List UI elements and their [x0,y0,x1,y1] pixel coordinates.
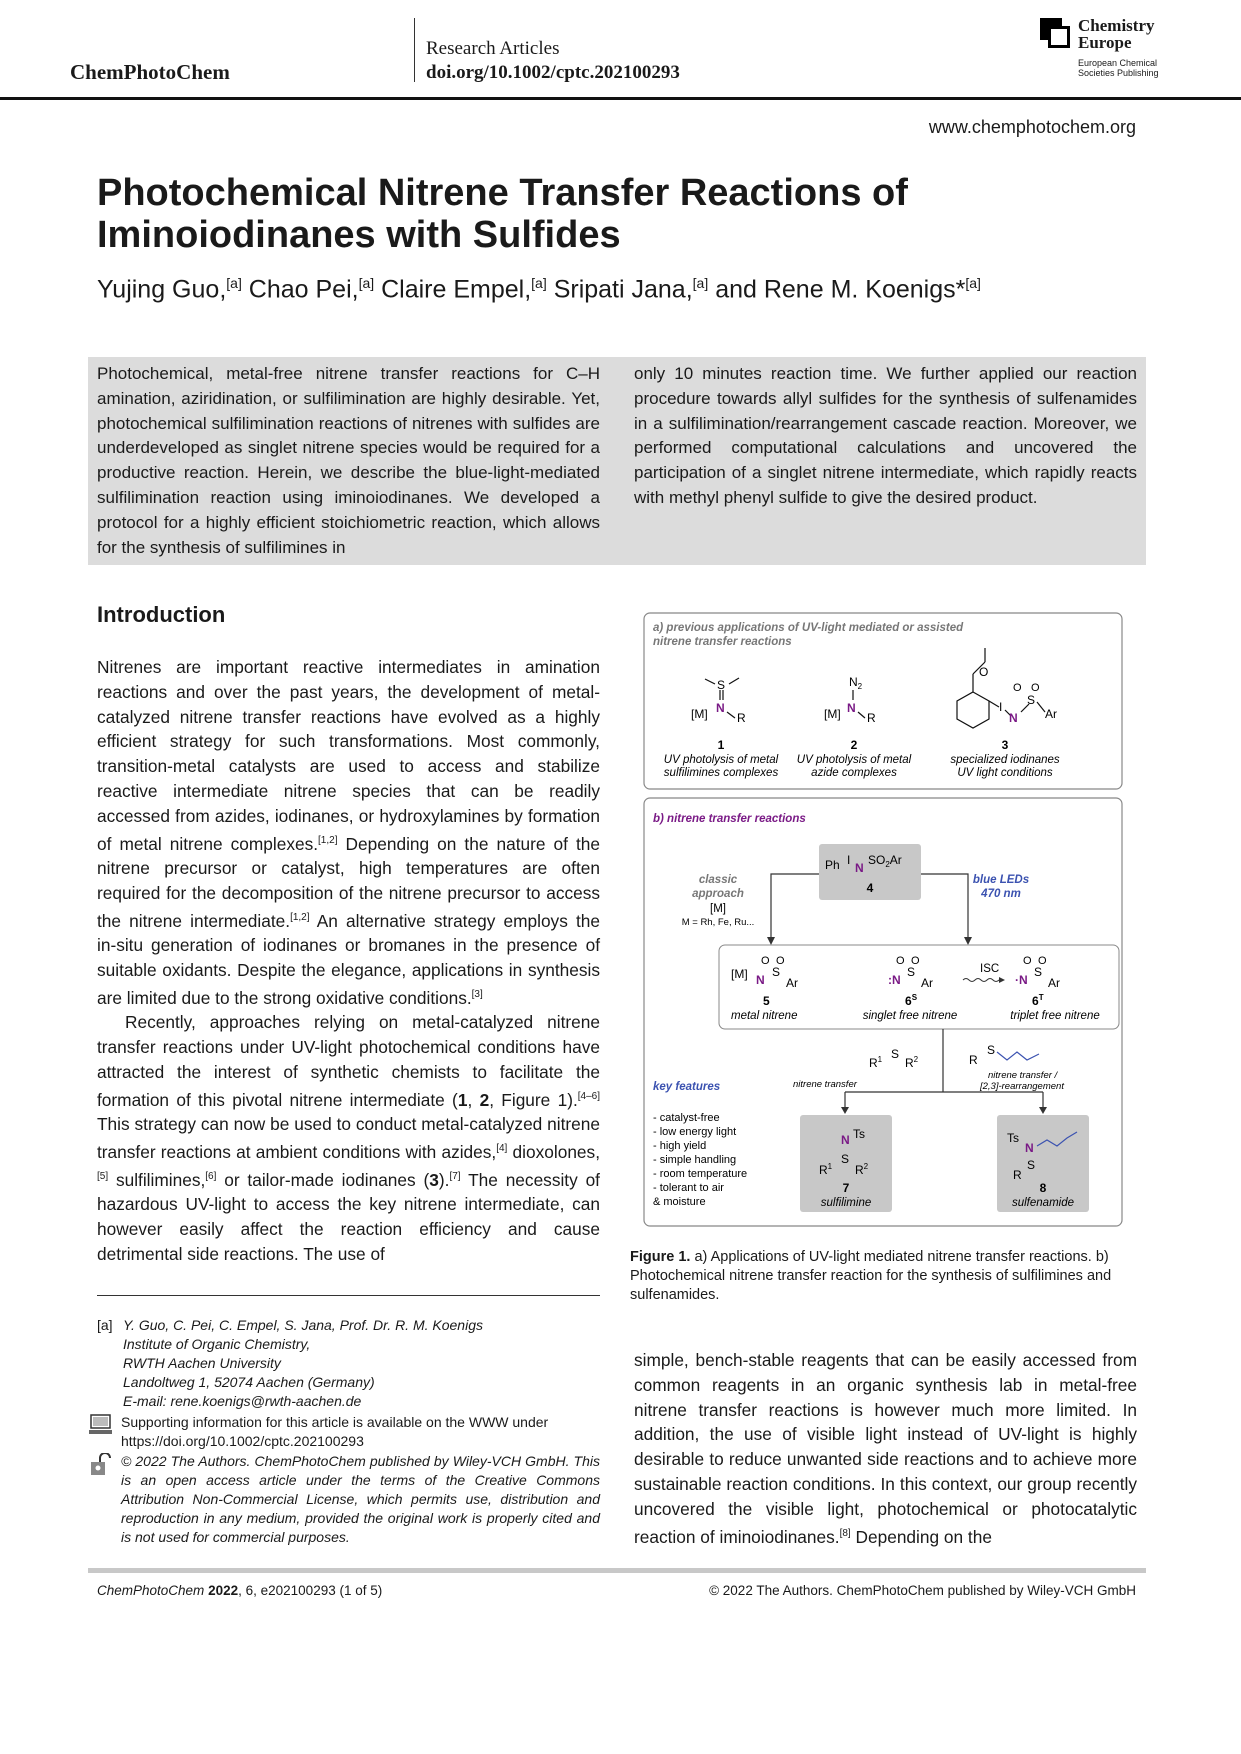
int5-m: [M] [731,967,748,981]
header-divider [414,18,415,82]
text-run: Depending on the [850,1526,992,1547]
int6s-ar: Ar [921,976,933,990]
citation-ref: [4] [496,1143,508,1155]
compound-1-n: N [716,701,725,715]
compound-2-number: 2 [850,738,858,752]
footer-bar [88,1568,1146,1573]
svg-text:- low energy light: - low energy light [653,1126,737,1138]
svg-text:- catalyst-free: - catalyst-free [653,1112,720,1124]
compound-3-n: N [1009,711,1018,725]
product-7-r1: $R^1$ [819,1162,833,1177]
int5-ar: Ar [786,976,798,990]
text-run: simple, bench-stable reagents that can be easily accessed from common reagents in an organic synthesis lab in metal-free nitrene transfer reactions is however much more limited. In addition, the use of visible light instead of UV-light is highly desirable to reduce unwanted side reactions and to achieve more sustainable reaction conditions. In this context, our group recently uncovered the visible light, photochemical or photocatalytic reaction of iminoiodinanes. [634,1350,1137,1547]
text-run: This strategy can now be used to conduct metal-catalyzed nitrene transfer reactions at ambient conditions with azides, [97,1114,600,1162]
compound-1-desc-2: sulfilimines complexes [663,767,779,779]
product-8-r: R [1013,1168,1022,1182]
compound-2-r: R [867,711,876,725]
sulfide-r2: $R^2$ [905,1055,919,1070]
author-name: Claire Empel, [374,275,532,304]
paragraph-2 [97,1010,600,1266]
abstract-box [88,357,1146,565]
classic-label-3: [M] [710,903,726,915]
blue-led-label-2: 470 nm [981,888,1021,900]
author-name: and Rene M. Koenigs* [708,275,966,304]
compound-1-r: R [737,711,746,725]
affiliation-block: Y. Guo, C. Pei, C. Empel, S. Jana, Prof. Dr. R. M. Koenigs Institute of Organic Chemistry, RWTH Aachen University Landoltweg 1, 52074 Aachen (Germany) E-mail: rene.koenigs@rwth-aachen.de [123,1317,483,1409]
allyl-s: S [987,1043,996,1057]
computer-icon [89,1414,113,1436]
text-run: sulfilimines, [108,1169,206,1190]
product-7-n: N [841,1133,850,1147]
text-run: , [467,1089,480,1110]
author-name: Chao Pei, [241,275,359,304]
compound-1-number: 1 [717,738,725,752]
compound-3-ar: Ar [1045,707,1057,721]
author-affiliation-mark: [a] [226,275,242,291]
reagent-4-ph: Ph [825,858,840,872]
compound-3-desc-2: UV light conditions [957,767,1053,779]
compound-ref: 2 [479,1089,490,1110]
compound-2-n2: $N_2$ [849,675,863,691]
compound-5-label: metal nitrene [731,1010,798,1022]
open-lock-icon [90,1453,112,1477]
compound-3-number: 3 [1001,738,1009,752]
panel-a-title-1: a) previous applications of UV-light mediated or assisted [653,622,964,634]
paragraph-3 [634,1348,1137,1549]
citation-ref: [1,2] [290,911,310,923]
compound-1-m: [M] [691,707,708,721]
product-7-ts: Ts [853,1127,865,1141]
text-run: The necessity of hazardous UV-light to access the key nitrene intermediate, can however easily affect the reaction efficiency and cause detrimental side reactions. The use of [97,1169,600,1264]
abstract-right: only 10 minutes reaction time. We further applied our reaction procedure towards allyl sulfides for the synthesis of sulfenamides in a sulfilimination/rearrangement cascade reaction. Moreover, we performed computational calculations and uncovered the participation of a singlet nitrene intermediate, which rapidly reacts with methyl phenyl sulfide to give the desired product. [634,364,1137,507]
compound-2-m: [M] [824,707,841,721]
svg-text:& moisture: & moisture [653,1196,706,1208]
logo-subtext: European Chemical Societies Publishing [1078,58,1159,78]
affiliation-label: [a] [97,1317,113,1333]
text-run: dioxolones, [507,1141,600,1162]
product-8-s: S [1027,1158,1036,1172]
compound-6t-number: $6^T$ [1032,993,1044,1008]
text-run: or tailor-made iodinanes ( [216,1169,430,1190]
arrow-label-1: nitrene transfer [793,1079,857,1090]
panel-a-title-2: nitrene transfer reactions [653,636,792,648]
supporting-info: Supporting information for this article is available on the WWW under https://doi.org/10.1002/cptc.202100293 [121,1414,549,1449]
compound-3-i: I [999,700,1003,714]
blue-led-label-1: blue LEDs [972,874,1030,886]
reagent-4-number: 4 [866,881,874,895]
compound-3-o2: O [1013,682,1022,694]
journal-url[interactable]: www.chemphotochem.org [928,117,1136,137]
allyl-r: R [969,1053,978,1067]
author-affiliation-mark: [a] [358,275,375,291]
body-column-left [97,655,600,1267]
product-8-n: N [1025,1141,1034,1155]
svg-text:- tolerant to air: - tolerant to air [653,1182,724,1194]
product-7-r2: $R^2$ [855,1162,869,1177]
int6t-n: ·N [1015,973,1028,987]
svg-text:- room temperature: - room temperature [653,1168,748,1180]
int5-s: S [772,965,781,979]
doi-link[interactable]: doi.org/10.1002/cptc.202100293 [426,62,680,83]
product-7-label: sulfilimine [820,1197,872,1209]
int6s-o2: O [911,955,920,967]
panel-b-title: b) nitrene transfer reactions [653,813,806,825]
header-rule [0,97,1241,100]
compound-3-desc-1: specialized iodinanes [950,754,1060,766]
citation-ref: [8] [839,1527,851,1539]
int6s-s: S [907,965,916,979]
citation-ref: [6] [205,1170,217,1182]
compound-3-o: O [979,665,989,679]
author-affiliation-mark: [a] [965,275,981,291]
text-run: Recently, approaches relying on metal-catalyzed nitrene transfer reactions under UV-light photochemical conditions have attracted the interest of synthetic chemists to facilitate the formation of this pivotal nitrene intermediate ( [97,1012,600,1110]
int6t-ar: Ar [1048,976,1060,990]
compound-6s-label: singlet free nitrene [862,1010,958,1022]
int6t-s: S [1034,965,1043,979]
reagent-4-so2ar: $SO_2Ar$ [868,853,902,869]
journal-name: ChemPhotoChem [70,60,230,84]
citation-ref: [5] [97,1170,109,1182]
product-8-number: 8 [1039,1181,1047,1195]
figure-caption: Figure 1. a) Applications of UV-light mediated nitrene transfer reactions. b) Photochemical nitrene transfer reaction for the synthesis of sulfilimines and sulfenamides. [630,1249,1112,1303]
citation-ref: [7] [449,1170,461,1182]
chemistry-europe-logo [1040,18,1180,82]
footnote-rule [97,1295,600,1296]
compound-3-o3: O [1031,682,1040,694]
classic-label-1: classic [698,874,738,886]
abstract-left: Photochemical, metal-free nitrene transfer reactions for C–H amination, aziridination, or sulfilimination are highly desirable. Yet, photochemical sulfilimination reactions of nitrenes with sulfides are underdeveloped as singlet nitrene species would be required for a productive reaction. Herein, we describe the blue-light-mediated sulfilimination reaction using iminoiodinanes. We developed a protocol for a highly efficient stoichiometric reaction, which allows for the synthesis of sulfilimines in [97,364,600,557]
int6s-o1: O [896,955,905,967]
int5-o2: O [776,955,785,967]
figure-1 [643,612,1123,1227]
compound-1-desc-1: UV photolysis of metal [663,754,779,766]
logo-text-1: Chemistry [1078,16,1155,35]
citation-ref: [1,2] [318,834,338,846]
author-affiliation-mark: [a] [692,275,709,291]
section-label: Research Articles [426,38,560,59]
sulfide-s: S [891,1047,900,1061]
text-run: , Figure 1). [489,1089,578,1110]
arrow-label-2a: nitrene transfer / [988,1070,1058,1081]
compound-2-n: N [847,701,856,715]
int6t-o2: O [1038,955,1047,967]
compound-6s-number: $6^S$ [905,993,918,1008]
product-7-number: 7 [842,1181,850,1195]
arrow-label-2b: [2,3]-rearrangement [980,1081,1064,1092]
svg-text:- high yield: - high yield [653,1140,707,1152]
int6t-o1: O [1023,955,1032,967]
product-7-s: S [841,1152,850,1166]
text-run: Nitrenes are important reactive intermediates in amination reactions and over the past years, the development of metal-catalyzed nitrene transfer reactions have evolved as a highly efficient strategy for such transformations. Most commonly, transition-metal catalysts are used to access and stabilize reactive intermediate nitrene species that can be readily accessed from azides, iodinanes, or hydroxylamines by formation of metal nitrene complexes. [97,657,600,854]
text-run: Depending on the nature of the nitrene precursor or catalyst, high temperatures are often required for the decomposition of the nitrene precursor to access the nitrene intermediate. [97,833,600,931]
text-run: An alternative strategy employs the in-situ generation of iodinanes or bromanes in the presence of suitable oxidants. Despite the elegance, applications in synthesis are limited due to the strong oxidative conditions. [97,910,601,1008]
citation-ref: [3] [471,988,483,1000]
classic-label-2: approach [692,888,744,900]
int5-n: N [756,973,765,987]
text-run: ). [438,1169,450,1190]
logo-square-outline-icon [1048,26,1070,48]
paragraph-1 [97,655,600,1010]
compound-1-s: S [717,678,726,692]
compound-2-desc-1: UV photolysis of metal [796,754,912,766]
compound-3-s: S [1027,693,1036,707]
product-8-ts: Ts [1007,1131,1019,1145]
footer-copyright: © 2022 The Authors. ChemPhotoChem published by Wiley-VCH GmbH [709,1583,1136,1598]
article-title: Photochemical Nitrene Transfer Reactions of Iminoiodinanes with Sulfides [97,172,908,256]
author-affiliation-mark: [a] [531,275,547,291]
compound-5-number: 5 [763,994,770,1008]
citation-ref: [4–6] [577,1090,600,1102]
compound-ref: 3 [429,1169,439,1190]
open-access-notice: © 2022 The Authors. ChemPhotoChem published by Wiley-VCH GmbH. This is an open access article under the terms of the Creative Commons Attribution Non-Commercial License, which permits use, distribution and reproduction in any medium, provided the original work is properly cited and is not used for commercial purposes. [121,1453,600,1545]
footer-citation: ChemPhotoChem 2022, 6, e202100293 (1 of 5) [97,1583,383,1598]
reagent-4-i: I [847,853,851,867]
product-8-label: sulfenamide [1011,1197,1075,1209]
key-features-title: key features [653,1081,721,1093]
reagent-4-n: N [855,861,864,875]
classic-label-4: M = Rh, Fe, Ru... [681,917,755,928]
isc-label: ISC [980,963,1000,975]
sulfide-r1s: $R^1$ [869,1055,883,1070]
compound-2-desc-2: azide complexes [811,767,897,779]
logo-text-2: Europe [1078,33,1132,52]
int5-o1: O [761,955,770,967]
intro-heading: Introduction [97,602,226,627]
body-column-right [634,1348,1137,1549]
author-name: Yujing Guo, [97,275,227,304]
compound-ref: 1 [457,1089,468,1110]
author-list [97,275,981,304]
author-name: Sripati Jana, [546,275,693,304]
int6s-n: :N [888,973,901,987]
compound-6t-label: triplet free nitrene [1010,1010,1100,1022]
svg-text:- simple handling: - simple handling [653,1154,737,1166]
